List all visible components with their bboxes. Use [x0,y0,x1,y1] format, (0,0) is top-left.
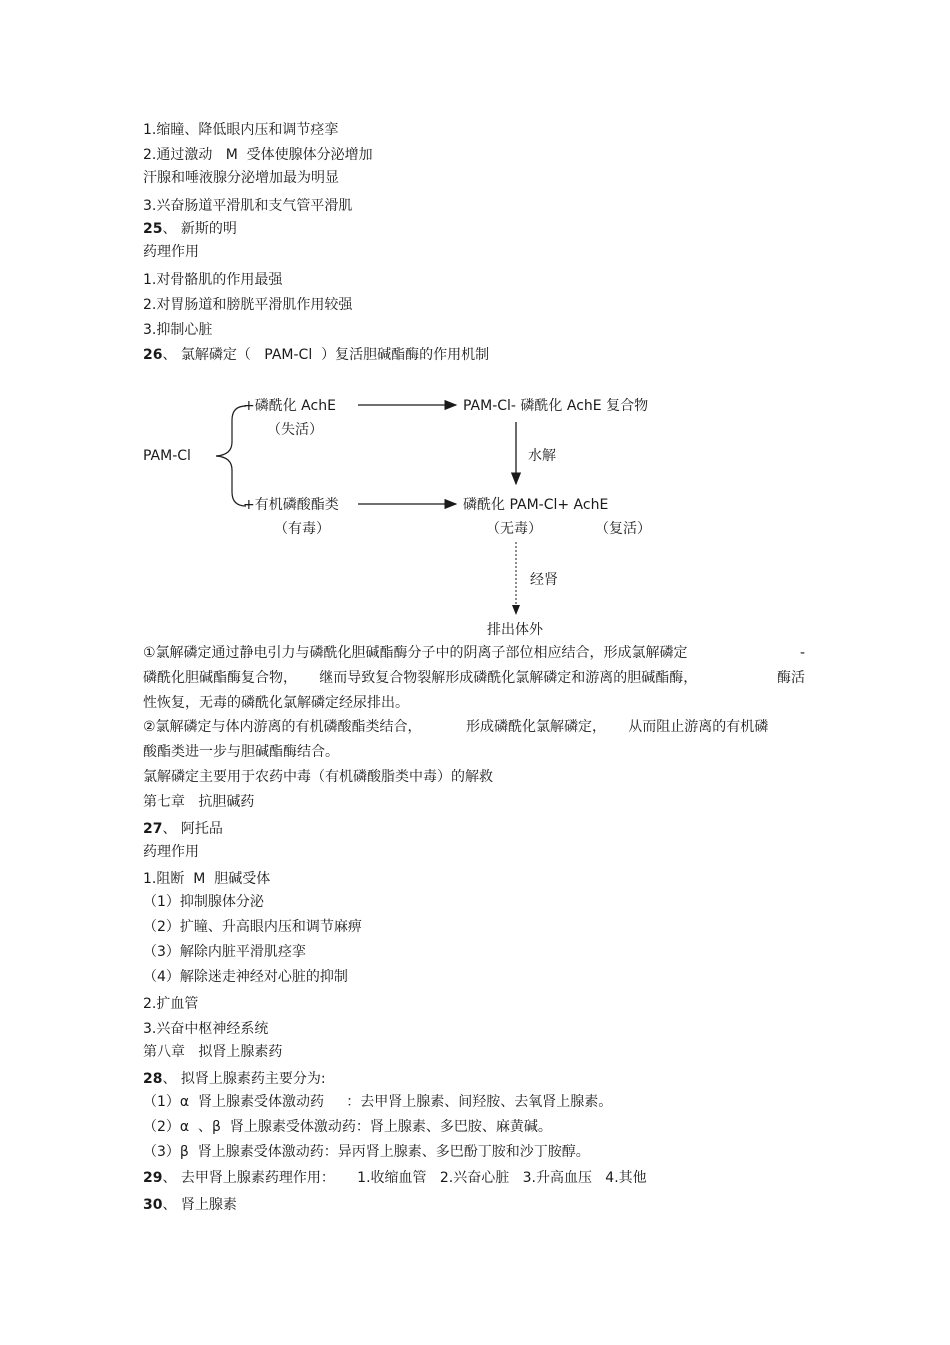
paragraph-text: 酶活 [777,670,805,686]
section-heading-27 [143,820,223,838]
section-number: 26 [143,347,163,363]
text-line: 2.通过激动 M 受体使腺体分泌增加 [143,147,373,163]
section-title: 、 肾上腺素 [162,1197,237,1213]
section-heading-30 [143,1196,237,1214]
diagram-brace [216,406,246,506]
section-title: 、 氯解磷定（ PAM-Cl ）复活胆碱酯酶的作用机制 [162,347,490,363]
diagram-bottom-left-note: （有毒） [274,521,330,537]
section-heading-26 [143,346,489,364]
diagram-bottom-left: +有机磷酸酯类 [243,497,339,513]
diagram-kidney-label: 经肾 [530,572,558,588]
diagram-root-label: PAM-Cl [143,448,191,464]
text-line: 1.缩瞳、降低眼内压和调节痉挛 [143,122,339,138]
diagram-bottom-right-note1: （无毒） [486,521,542,537]
text-line: 汗腺和唾液腺分泌增加最为明显 [143,170,339,186]
chapter-heading: 第七章 抗胆碱药 [143,794,255,810]
paragraph-line [143,669,805,687]
diagram-top-left: +磷酰化 AchE [243,398,336,414]
paragraph-line [143,644,805,662]
list-item: （2）扩瞳、升高眼内压和调节麻痹 [143,919,362,935]
section-title: 、 去甲肾上腺素药理作用： 1.收缩血管 2.兴奋心脏 3.升高血压 4.其他 [162,1170,647,1186]
list-item: 3.抑制心脏 [143,322,213,338]
diagram-top-right: PAM-Cl- 磷酰化 AchE 复合物 [463,398,649,414]
subheading: 药理作用 [143,844,199,860]
section-number: 28 [143,1071,163,1087]
section-number: 25 [143,221,163,237]
section-title: 、 拟肾上腺素药主要分为: [162,1071,326,1087]
text-line: 3.兴奋肠道平滑肌和支气管平滑肌 [143,198,353,214]
chapter-heading: 第八章 拟肾上腺素药 [143,1044,283,1060]
diagram-top-left-note: （失活） [267,422,323,438]
list-item: （4）解除迷走神经对心脏的抑制 [143,969,348,985]
list-item: （1）α 肾上腺素受体激动药 ：去甲肾上腺素、间羟胺、去氧肾上腺素。 [143,1094,613,1110]
list-item: 1.对骨骼肌的作用最强 [143,272,283,288]
list-item: （1）抑制腺体分泌 [143,894,264,910]
section-number: 27 [143,821,163,837]
section-heading-28 [143,1070,326,1088]
section-heading-29 [143,1169,647,1187]
list-item: （3）β 肾上腺素受体激动药：异丙肾上腺素、多巴酚丁胺和沙丁胺醇。 [143,1144,590,1160]
paragraph-text: ①氯解磷定通过静电引力与磷酰化胆碱酯酶分子中的阴离子部位相应结合，形成氯解磷定 [143,645,688,661]
diagram-hydrolysis-label: 水解 [528,448,556,464]
section-title: 、 阿托品 [162,821,223,837]
paragraph-line: 氯解磷定主要用于农药中毒（有机磷酸脂类中毒）的解救 [143,769,493,785]
list-item: （2）α 、β 肾上腺素受体激动药：肾上腺素、多巴胺、麻黄碱。 [143,1119,552,1135]
diagram-excrete-label: 排出体外 [487,622,543,638]
paragraph-text: 磷酰化胆碱酯酶复合物， 继而导致复合物裂解形成磷酰化氯解磷定和游离的胆碱酯酶， [143,670,698,686]
list-item: 1.阻断 M 胆碱受体 [143,871,271,887]
paragraph-text: - [799,645,805,661]
list-item: 2.扩血管 [143,996,199,1012]
paragraph-line: 性恢复，无毒的磷酰化氯解磷定经尿排出。 [143,695,409,711]
section-number: 29 [143,1170,163,1186]
section-heading-25 [143,220,237,238]
list-item: 3.兴奋中枢神经系统 [143,1021,269,1037]
section-number: 30 [143,1197,163,1213]
paragraph-line: ②氯解磷定与体内游离的有机磷酸酯类结合， 形成磷酰化氯解磷定， 从而阻止游离的有机磷 [143,719,769,735]
mechanism-diagram [0,380,950,645]
subheading: 药理作用 [143,244,199,260]
section-title: 、 新斯的明 [162,221,237,237]
diagram-bottom-right: 磷酰化 PAM-Cl+ AchE [463,497,609,513]
paragraph-line: 酸酯类进一步与胆碱酯酶结合。 [143,744,339,760]
list-item: （3）解除内脏平滑肌痉挛 [143,944,306,960]
list-item: 2.对胃肠道和膀胱平滑肌作用较强 [143,297,353,313]
diagram-bottom-right-note2: （复活） [595,521,651,537]
